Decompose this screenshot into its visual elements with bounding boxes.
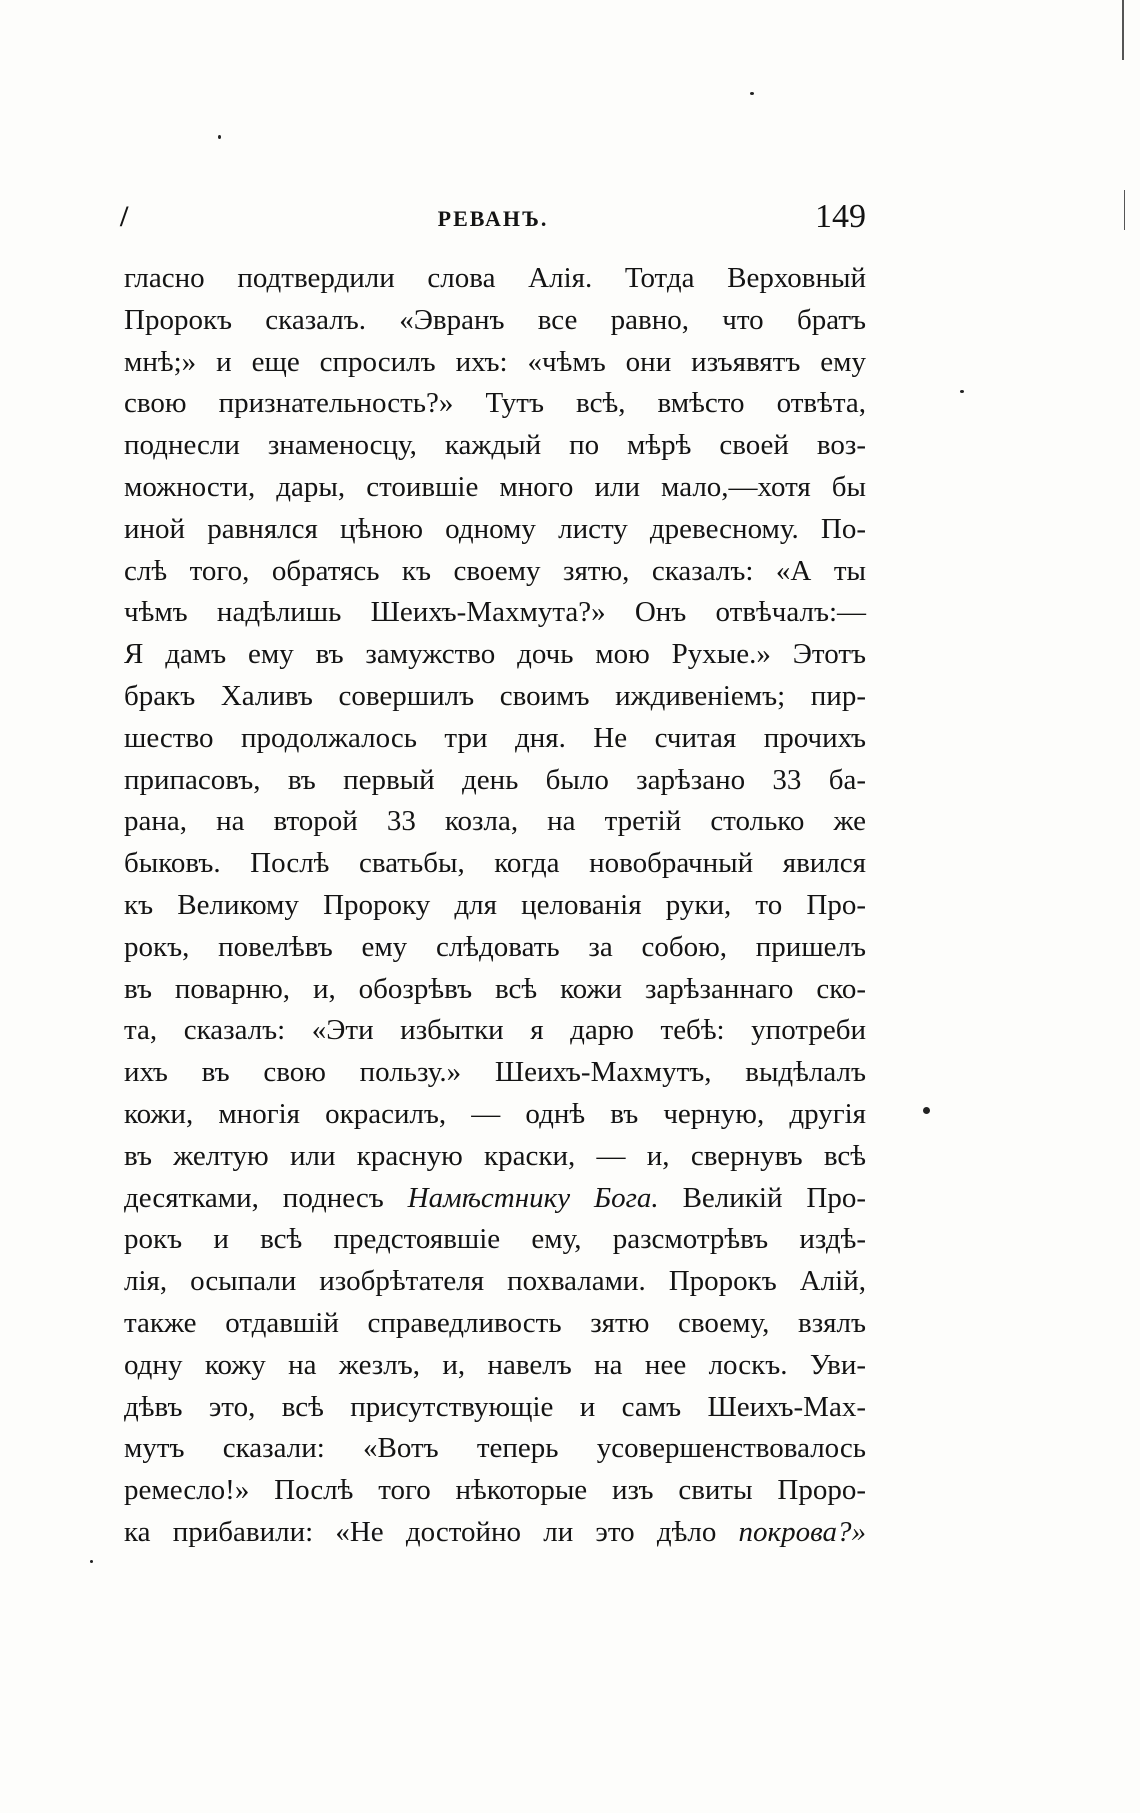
- text-line: одну кожу на жезлъ, и, навелъ на нее лоскъ. Уви-: [124, 1348, 866, 1381]
- text-line: быковъ. Послѣ сватьбы, когда новобрачный явился: [124, 847, 866, 880]
- text-line: иной равнялся цѣною одному листу древесному. По-: [124, 512, 866, 545]
- scan-speck: [218, 135, 221, 139]
- header-mark: /: [120, 200, 129, 233]
- text-line: ка прибавили: «Не достойно ли это дѣло покрова?»: [124, 1515, 866, 1548]
- text-line: свою признательность?» Тутъ всѣ, вмѣсто отвѣта,: [124, 387, 866, 420]
- scan-speck: [750, 92, 754, 95]
- text-line: къ Великому Пророку для целованія руки, то Про-: [124, 888, 866, 921]
- text-line: кожи, многія окрасилъ, — однѣ въ черную, другія: [124, 1097, 866, 1130]
- text-line: чѣмъ надѣлишь Шеихъ-Махмута?» Онъ отвѣчалъ:—: [124, 596, 866, 629]
- page-edge-mark: [1122, 0, 1124, 60]
- text-line: Я дамъ ему въ замужство дочь мою Рухые.» Этотъ: [124, 638, 866, 671]
- scan-speck: [90, 1560, 93, 1563]
- text-line: можности, дары, стоившіе много или мало,—хотя бы: [124, 470, 866, 503]
- italic-phrase: Намѣстнику Бога.: [407, 1181, 659, 1214]
- text-line: рана, на второй 33 козла, на третій столько же: [124, 805, 866, 838]
- text-line: Пророкъ сказалъ. «Эвранъ все равно, что братъ: [124, 303, 866, 336]
- text-line: ремесло!» Послѣ того нѣкоторые изъ свиты Проро-: [124, 1474, 866, 1507]
- text-line: ихъ въ свою пользу.» Шеихъ-Махмутъ, выдѣлалъ: [124, 1056, 866, 1089]
- scan-speck: [960, 390, 964, 393]
- text-line: мнѣ;» и еще спросилъ ихъ: «чѣмъ они изъявятъ ему: [124, 345, 866, 378]
- text-line: шество продолжалось три дня. Не считая прочихъ: [124, 721, 866, 754]
- text-line: также отдавшій справедливость зятю своему, взялъ: [124, 1306, 866, 1339]
- text-line: мутъ сказали: «Вотъ теперь усовершенствовалось: [124, 1432, 866, 1465]
- running-title: РЕВАНЪ.: [437, 206, 549, 231]
- text-line: въ желтую или красную краски, — и, свернувъ всѣ: [124, 1139, 866, 1172]
- body-text: [124, 258, 866, 1554]
- page-number: 149: [815, 198, 866, 235]
- text-line: рокъ и всѣ предстоявшіе ему, разсмотрѣвъ издѣ-: [124, 1223, 866, 1256]
- scan-speck: [923, 1107, 930, 1114]
- text-line: припасовъ, въ первый день было зарѣзано 33 ба-: [124, 763, 866, 796]
- text-line: слѣ того, обратясь къ своему зятю, сказалъ: «А ты: [124, 554, 866, 587]
- text-line: бракъ Халивъ совершилъ своимъ иждивеніемъ; пир-: [124, 679, 866, 712]
- text-line: поднесли знаменосцу, каждый по мѣрѣ своей воз-: [124, 429, 866, 462]
- italic-phrase: покрова?»: [738, 1515, 866, 1548]
- running-header: [120, 198, 866, 238]
- text-line: лія, осыпали изобрѣтателя похвалами. Пророкъ Алій,: [124, 1265, 866, 1298]
- text-line: десятками, поднесъ Намѣстнику Бога. Великій Про-: [124, 1181, 866, 1214]
- text-line: дѣвъ это, всѣ присутствующіе и самъ Шеихъ-Мах-: [124, 1390, 866, 1423]
- page-edge-mark: [1124, 190, 1125, 230]
- text-line: рокъ, повелѣвъ ему слѣдовать за собою, пришелъ: [124, 930, 866, 963]
- text-line: та, сказалъ: «Эти избытки я дарю тебѣ: употреби: [124, 1014, 866, 1047]
- text-line: гласно подтвердили слова Алія. Тотда Верховный: [124, 262, 866, 294]
- text-line: въ поварню, и, обозрѣвъ всѣ кожи зарѣзаннаго ско-: [124, 972, 866, 1005]
